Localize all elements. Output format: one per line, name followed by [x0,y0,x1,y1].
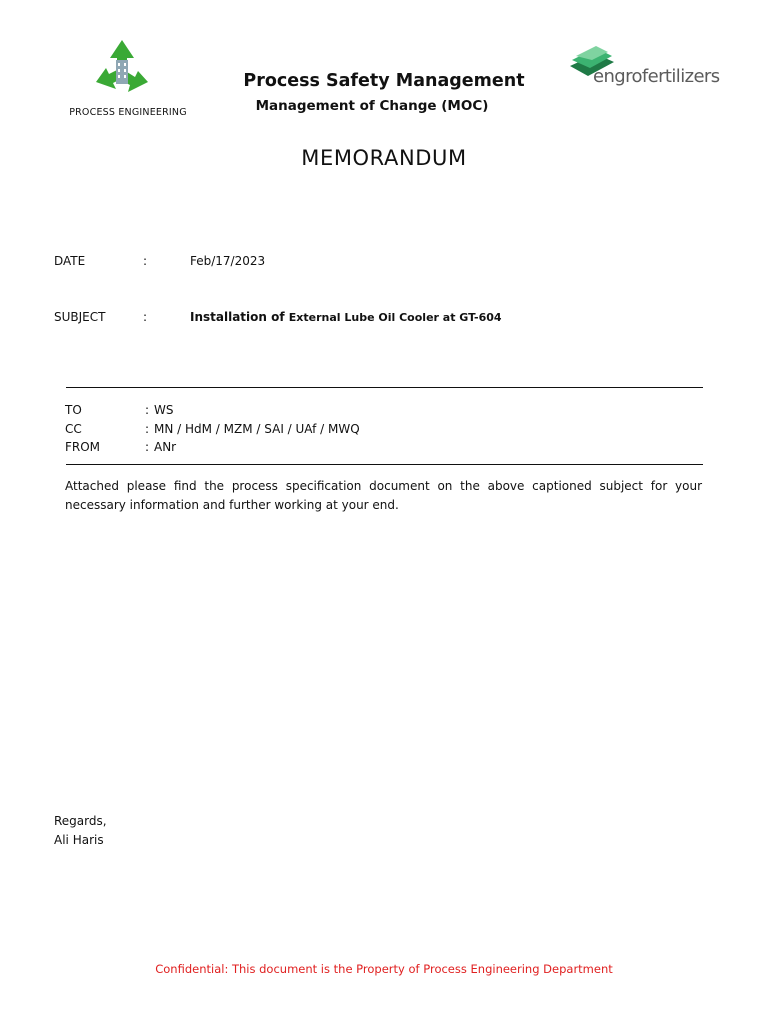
to-label: TO [65,403,82,417]
subject-label: SUBJECT [54,310,106,324]
date-value: Feb/17/2023 [190,254,266,268]
from-label: FROM [65,440,101,454]
department-label: PROCESS ENGINEERING [69,107,187,118]
memo-body: Attached please find the process specification document on the above captioned subject for your necessary information and further working at your end. [65,479,702,512]
cc-separator: : [145,422,150,436]
divider-top [66,387,703,388]
confidential-footer: Confidential: This document is the Property of Process Engineering Department [155,962,613,976]
closing-block [54,812,107,850]
document-title: Process Safety Management [243,71,525,91]
memo-heading: MEMORANDUM [301,146,467,170]
date-label: DATE [54,254,86,268]
from-value: ANr [154,440,177,454]
brand-logo-text: engrofertilizers [593,66,720,87]
subject-value [190,310,502,324]
subject-separator: : [143,310,148,324]
closing-signatory: Ali Haris [54,833,104,847]
divider-bottom [66,464,703,465]
closing-salutation: Regards, [54,814,107,828]
subject-value-main: Installation of [190,310,285,324]
cc-label: CC [65,422,82,436]
engro-fertilizers-logo [568,44,720,100]
date-separator: : [143,254,148,268]
subject-value-detail: External Lube Oil Cooler at GT-604 [288,311,502,324]
to-value: WS [154,403,174,417]
recycle-logo-icon [90,36,154,100]
cc-value: MN / HdM / MZM / SAI / UAf / MWQ [154,422,360,436]
to-separator: : [145,403,150,417]
from-separator: : [145,440,150,454]
document-subtitle: Management of Change (MOC) [255,98,489,114]
